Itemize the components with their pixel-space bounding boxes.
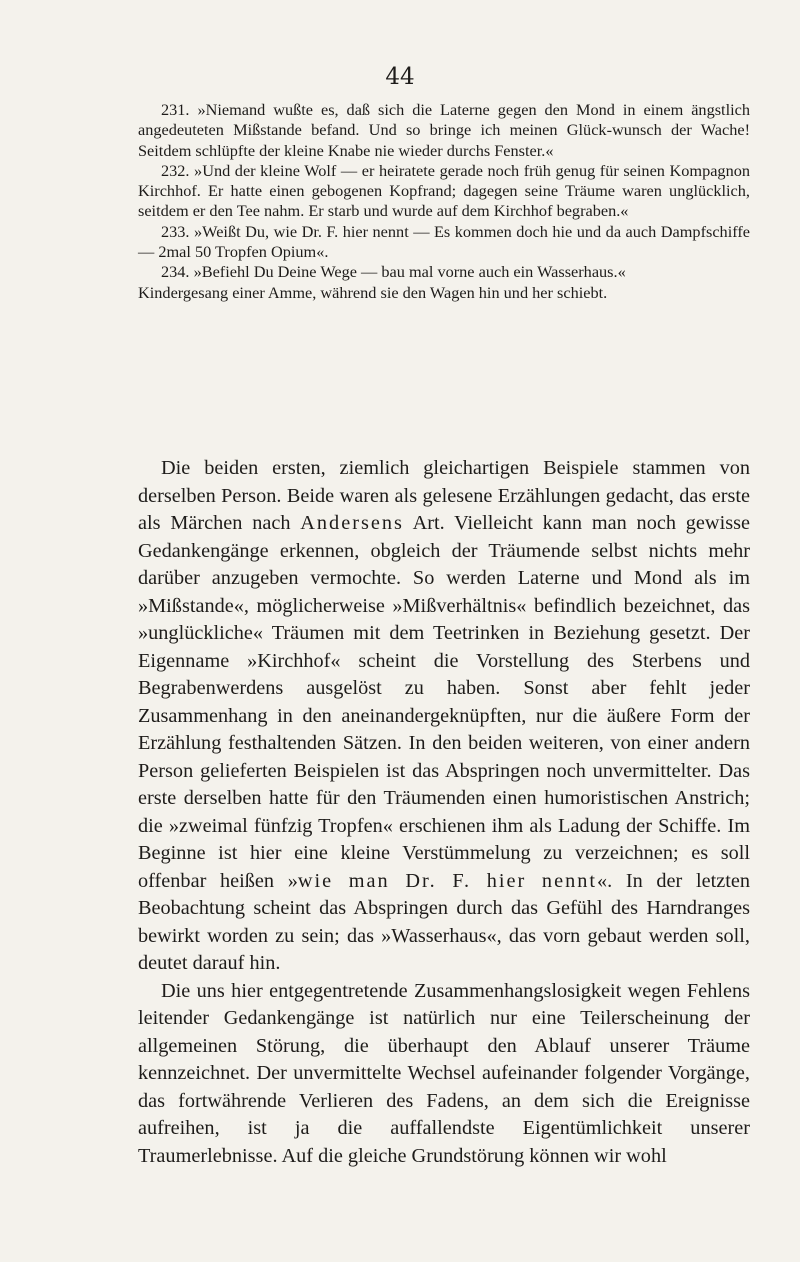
body-text	[138, 455, 750, 1170]
body-paragraph-1	[138, 455, 750, 978]
example-232: 232. »Und der kleine Wolf — er heiratete gerade noch früh genug für seinen Kompagnon Kirchhof. Er hatte einen gebogenen Kopfrand; dagegen seine Träume waren unglücklich, seitdem er den Tee nahm. Er starb und wurde auf dem Kirchhof begraben.«	[138, 160, 750, 221]
example-234-note: Kindergesang einer Amme, während sie den Wagen hin und her schiebt.	[138, 282, 608, 302]
example-234: 234. »Befiehl Du Deine Wege — bau mal vorne auch ein Wasserhaus.«	[161, 262, 626, 282]
spaced-quote: wie man Dr. F. hier nennt	[297, 869, 597, 892]
body-paragraph-1-end: «. In der letzten Beobachtung scheint das Abspringen durch das Gefühl des Harndranges bewirkt worden zu sein; das »Wasserhaus«, das vorn gebaut werden soll, deutet darauf hin.	[138, 869, 751, 974]
example-231: 231. »Niemand wußte es, daß sich die Laterne gegen den Mond in einem ängstlich angedeuteten Mißstande befand. Und so bringe ich meinen Glück-wunsch der Wache! Seitdem schlüpfte der kleine Knabe nie wieder durchs Fenster.«	[138, 100, 750, 160]
example-list	[138, 100, 750, 303]
example-233: 233. »Weißt Du, wie Dr. F. hier nennt — Es kommen doch hie und da auch Dampfschiffe — 2mal 50 Tropfen Opium«.	[138, 221, 750, 262]
body-paragraph-1-middle: Art. Vielleicht kann man noch gewisse Gedankengänge erkennen, obgleich der Träumende selbst nichts mehr darüber anzugeben vermochte. So werden Laterne und Mond als im »Mißstande«, möglicherweise »Mißverhältnis« befindlich bezeichnet, das »unglückliche« Träumen mit dem Teetrinken in Beziehung gesetzt. Der Eigenname »Kirchhof« scheint die Vorstellung des Sterbens und Begrabenwerdens ausgelöst zu haben. Sonst aber fehlt jeder Zusammenhang in den aneinandergeknüpften, nur die äußere Form der Erzählung festhaltenden Sätzen. In den beiden weiteren, von einer andern Person gelieferten Beispielen ist das Abspringen noch unvermittelter. Das erste derselben hatte für den Träumenden einen humoristischen Anstrich; die »zweimal fünfzig Tropfen« erschienen ihm als Ladung der Schiffe. Im Beginne ist hier eine kleine Verstümmelung zu verzeichnen; es soll offenbar heißen »	[138, 512, 750, 892]
body-paragraph-2: Die uns hier entgegentretende Zusammenhangslosigkeit wegen Fehlens leitender Gedankengänge ist natürlich nur eine Teilerscheinung der allgemeinen Störung, die überhaupt den Ablauf unserer Träume kennzeichnet. Der unvermittelte Wechsel aufeinander folgender Vorgänge, das fortwährende Verlieren des Fadens, an dem sich die Ereignisse aufreihen, ist ja die auffallendste Eigentümlichkeit unserer Traumerlebnisse. Auf die gleiche Grundstörung können wir wohl	[138, 979, 750, 1167]
page-number: 44	[385, 64, 415, 90]
author-name: Andersens	[300, 512, 404, 534]
body-paragraph-1-start: Die beiden ersten, ziemlich gleichartigen Beispiele stammen von derselben Person. Beide waren als gelesene Erzählungen gedacht, das erste als Märchen nach	[138, 457, 750, 534]
